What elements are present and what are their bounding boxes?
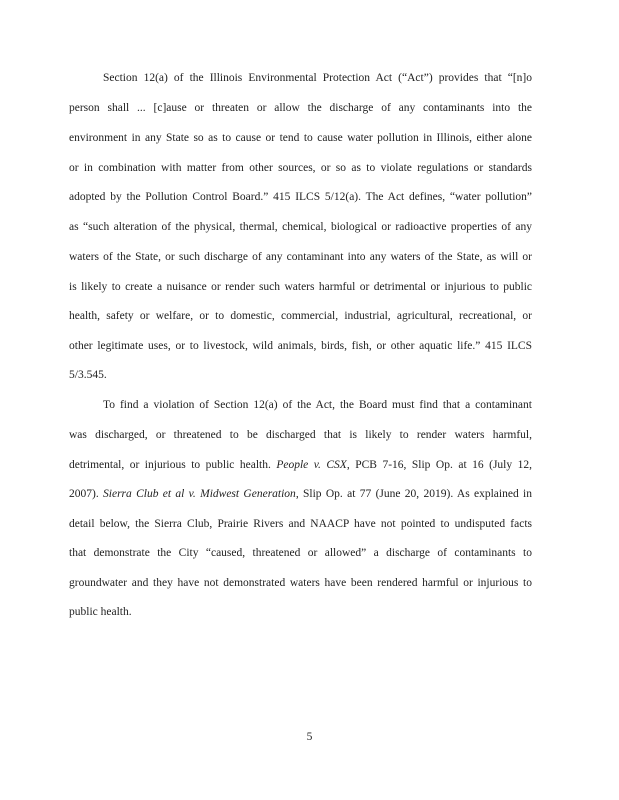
paragraph-1-line-6: as “such alteration of the physical, thermal, chemical, biological or radioactive properties of any <box>69 221 532 233</box>
paragraph-2-line-5: detail below, the Sierra Club, Prairie Rivers and NAACP have not pointed to undisputed facts <box>69 518 532 530</box>
paragraph-2-line-4 <box>69 487 532 501</box>
paragraph-1-line-2: person shall ... [c]ause or threaten or allow the discharge of any contaminants into the <box>69 102 532 114</box>
paragraph-2-line-6: that demonstrate the City “caused, threatened or allowed” a discharge of contaminants to <box>69 547 532 559</box>
paragraph-1-line-3: environment in any State so as to cause or tend to cause water pollution in Illinois, either alone <box>69 132 532 144</box>
case-name-sierra-club-v-midwest-generation: Sierra Club et al v. Midwest Generation <box>103 488 296 500</box>
paragraph-1-line-1: Section 12(a) of the Illinois Environmental Protection Act (“Act”) provides that “[n]o <box>103 72 532 84</box>
paragraph-1-line-5: adopted by the Pollution Control Board.” 415 ILCS 5/12(a). The Act defines, “water pollution” <box>69 191 532 203</box>
paragraph-1-line-9: health, safety or welfare, or to domestic, commercial, industrial, agricultural, recreational, or <box>69 310 532 322</box>
paragraph-1-line-11: 5/3.545. <box>69 369 107 381</box>
citation-lead-text: detrimental, or injurious to public health. <box>69 459 277 471</box>
page-number: 5 <box>306 731 313 743</box>
citation-people-v-csx-details: , PCB 7-16, Slip Op. at 16 (July 12, <box>346 459 532 471</box>
paragraph-2-line-7: groundwater and they have not demonstrated waters have been rendered harmful or injurious to <box>69 577 532 589</box>
citation-sierra-club-details: , Slip Op. at 77 (June 20, 2019). As explained in <box>295 488 532 500</box>
paragraph-1-line-7: waters of the State, or such discharge of any contaminant into any waters of the State, as will or <box>69 251 532 263</box>
paragraph-2-line-3 <box>69 458 532 472</box>
paragraph-2-line-2: was discharged, or threatened to be discharged that is likely to render waters harmful, <box>69 429 532 441</box>
paragraph-1-line-10: other legitimate uses, or to livestock, wild animals, birds, fish, or other aquatic life.” 415 ILCS <box>69 340 532 352</box>
paragraph-1-line-8: is likely to create a nuisance or render such waters harmful or detrimental or injurious to public <box>69 281 532 293</box>
paragraph-2-line-1: To find a violation of Section 12(a) of the Act, the Board must find that a contaminant <box>103 399 532 411</box>
case-name-people-v-csx: People v. CSX <box>276 459 347 471</box>
citation-year-text: 2007). <box>69 488 104 500</box>
paragraph-2-line-8: public health. <box>69 606 132 618</box>
paragraph-1-line-4: or in combination with matter from other sources, or so as to violate regulations or standards <box>69 162 532 174</box>
